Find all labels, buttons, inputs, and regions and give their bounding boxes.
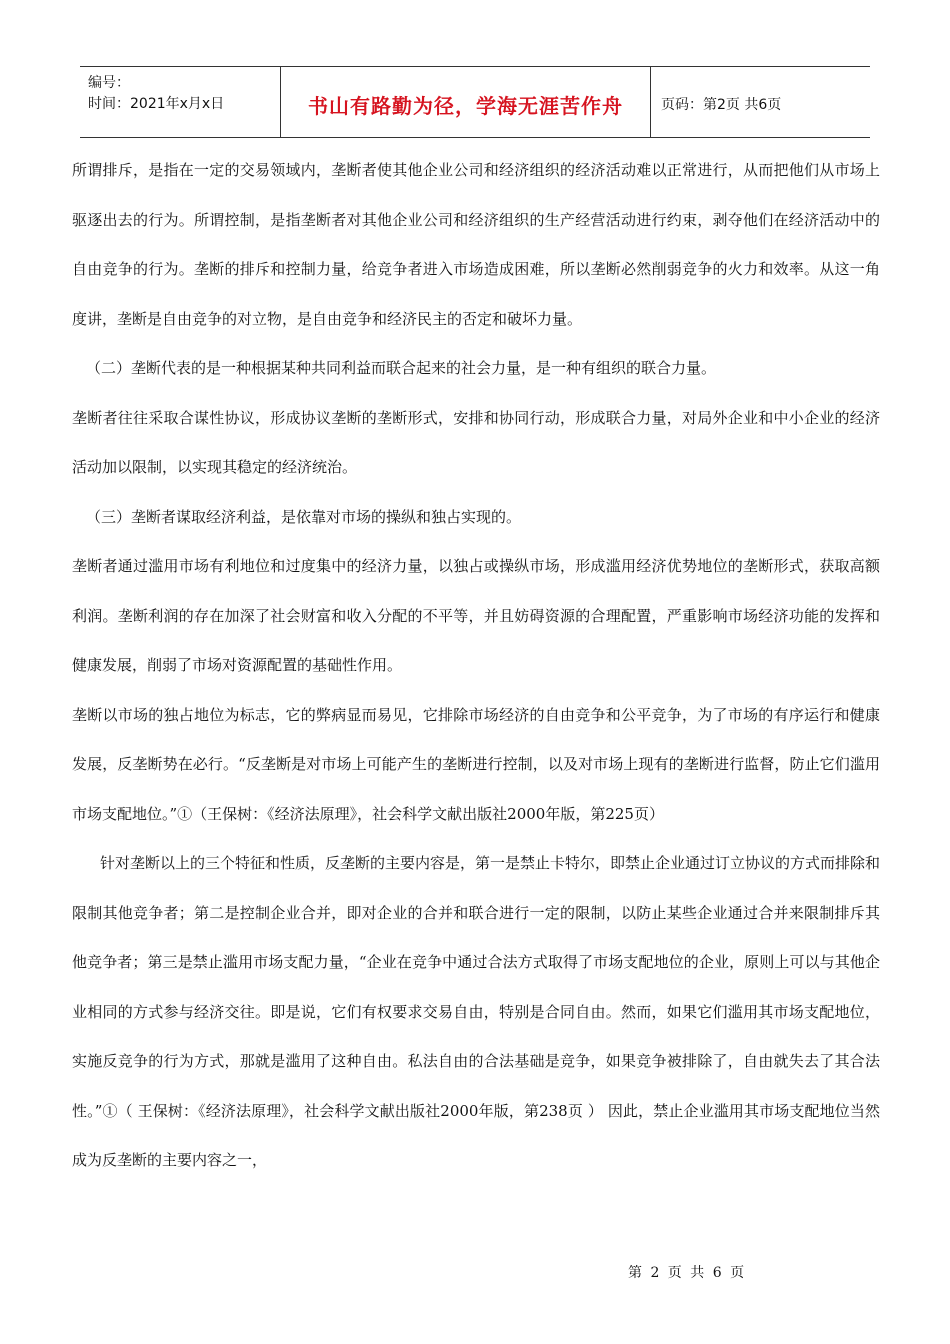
header-page-number: 页码：第2页 共6页 — [661, 97, 782, 113]
document-body — [72, 146, 880, 1186]
section-heading-3: （三）垄断者谋取经济利益，是依靠对市场的操纵和独占实现的。 — [86, 507, 522, 526]
document-date-label: 时间：2021年x月x日 — [88, 96, 225, 112]
body-paragraph: 垄断以市场的独占地位为标志，它的弊病显而易见，它排除市场经济的自由竞争和公平竞争，为了市场的有序运行和健康发展，反垄断势在必行。“反垄断是对市场上可能产生的垄断进行控制，以及对市场上现有的垄断进行监督，防止它们滥用市场支配地位。”①（王保树：《经济法原理》，社会科学文献出版社2000年版，第225页） — [72, 705, 880, 823]
header-meta-cell — [80, 67, 281, 137]
body-paragraph: 针对垄断以上的三个特征和性质，反垄断的主要内容是，第一是禁止卡特尔，即禁止企业通过订立协议的方式而排除和限制其他竞争者；第二是控制企业合并，即对企业的合并和联合进行一定的限制，以防止某些企业通过合并来限制排斥其他竞争者；第三是禁止滥用市场支配力量，“企业在竞争中通过合法方式取得了市场支配地位的企业，原则上可以与其他企业相同的方式参与经济交往。即是说，它们有权要求交易自由，特别是合同自由。然而，如果它们滥用其市场支配地位，实施反竞争的行为方式，那就是滥用了这种自由。私法自由的合法基础是竞争，如果竞争被排除了，自由就失去了其合法性。”①（ 王保树：《经济法原理》，社会科学文献出版社2000年版，第238页 ） 因此，禁止企业滥用其市场支配地位当然成为反垄断的主要内容之一， — [72, 854, 881, 1169]
body-paragraph: 所谓排斥，是指在一定的交易领域内，垄断者使其他企业公司和经济组织的经济活动难以正常进行，从而把他们从市场上驱逐出去的行为。所谓控制，是指垄断者对其他企业公司和经济组织的生产经营活动进行约束，剥夺他们在经济活动中的自由竞争的行为。垄断的排斥和控制力量，给竞争者进入市场造成困难，所以垄断必然削弱竞争的火力和效率。从这一角度讲，垄断是自由竞争的对立物，是自由竞争和经济民主的否定和破坏力量。 — [72, 161, 880, 328]
page-header — [80, 66, 870, 138]
document-number-label: 编号： — [88, 75, 130, 91]
header-page-cell — [651, 67, 870, 137]
body-paragraph: 垄断者通过滥用市场有利地位和过度集中的经济力量，以独占或操纵市场，形成滥用经济优势地位的垄断形式，获取高额利润。垄断利润的存在加深了社会财富和收入分配的不平等，并且妨碍资源的合理配置，严重影响市场经济功能的发挥和健康发展，削弱了市场对资源配置的基础性作用。 — [72, 557, 880, 674]
header-motto: 书山有路勤为径，学海无涯苦作舟 — [308, 93, 623, 118]
page-footer: 第 2 页 共 6 页 — [628, 1265, 747, 1281]
header-motto-cell — [281, 67, 651, 137]
section-heading-2: （二）垄断代表的是一种根据某种共同利益而联合起来的社会力量，是一种有组织的联合力量。 — [86, 359, 717, 377]
body-paragraph: 垄断者往往采取合谋性协议，形成协议垄断的垄断形式，安排和协同行动，形成联合力量，对局外企业和中小企业的经济活动加以限制，以实现其稳定的经济统治。 — [72, 408, 880, 476]
